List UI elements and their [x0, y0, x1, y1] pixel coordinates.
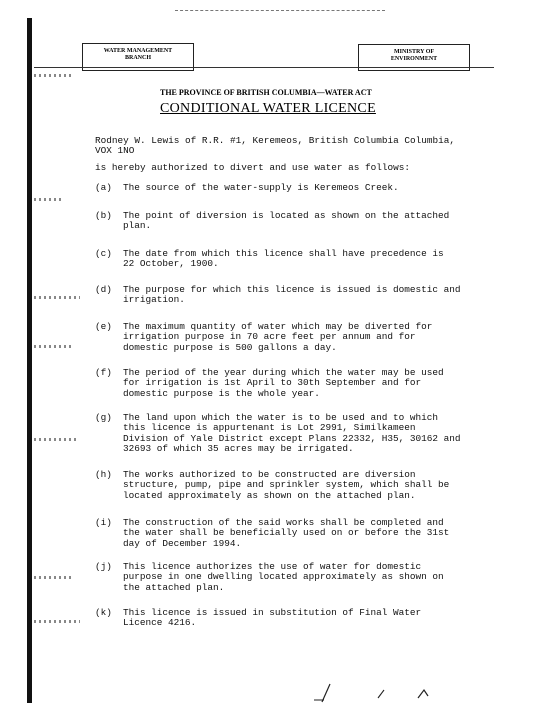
scan-noise [34, 296, 80, 299]
authorized-text: is hereby authorized to divert and use water as follows: [95, 162, 411, 173]
act-line: THE PROVINCE OF BRITISH COLUMBIA—WATER ACT [160, 88, 372, 97]
clause-label: (c) [95, 248, 112, 259]
scan-noise [34, 345, 74, 348]
licensee-text: Rodney W. Lewis of R.R. #1, Keremeos, British Columbia Columbia, VOX 1NO [95, 135, 456, 157]
clause-text: The point of diversion is located as shown on the attached plan. [123, 210, 450, 232]
scan-edge-bar [27, 18, 32, 703]
left-box-line-2: BRANCH [124, 55, 151, 61]
clause-label: (k) [95, 607, 112, 618]
clause-label: (g) [95, 412, 112, 423]
pen-marks [300, 676, 440, 706]
clause-text: The purpose for which this licence is issued is domestic and irrigation. [123, 284, 461, 306]
page-title: CONDITIONAL WATER LICENCE [160, 101, 376, 116]
clause-text: This licence is issued in substitution of Final Water Licence 4216. [123, 607, 422, 629]
clause-label: (a) [95, 182, 112, 193]
scan-noise [34, 198, 64, 201]
clause-label: (e) [95, 321, 112, 332]
clause-label: (i) [95, 517, 112, 528]
scan-noise [34, 576, 74, 579]
clause-label: (b) [95, 210, 112, 221]
clause-text: The source of the water-supply is Keremeos Creek. [123, 182, 399, 193]
clause-text: The land upon which the water is to be used and to which this licence is appurtenant is Lot 2991, Similkameen Division of Yale District except Plans 22332, H35, 30162 and 32693 of which 35 acres may be irrigated. [123, 412, 461, 455]
scan-noise [34, 620, 80, 623]
clause-text: This licence authorizes the use of water for domestic purpose in one dwelling located approximately as shown on the attached plan. [123, 561, 444, 593]
clause-text: The date from which this licence shall have precedence is 22 October, 1900. [123, 248, 444, 270]
scan-noise [34, 74, 74, 77]
clause-label: (h) [95, 469, 112, 480]
header-rule [34, 67, 494, 68]
top-dotted-rule [175, 10, 385, 11]
clause-label: (j) [95, 561, 112, 572]
left-box-line-1: WATER MANAGEMENT [103, 48, 173, 54]
clause-label: (f) [95, 367, 112, 378]
clause-text: The construction of the said works shall be completed and the water shall be beneficially used on or before the 31st day of December 1994. [123, 517, 450, 549]
clause-text: The works authorized to be constructed are diversion structure, pump, pipe and sprinkler system, which shall be located approximately as shown on the attached plan. [123, 469, 450, 501]
clause-label: (d) [95, 284, 112, 295]
right-box-line-2: ENVIRONMENT [390, 56, 438, 62]
scan-noise [34, 438, 78, 441]
clause-text: The period of the year during which the water may be used for irrigation is 1st April to 30th September and for domestic purpose is the whole year. [123, 367, 444, 399]
right-box-line-1: MINISTRY OF [393, 49, 435, 55]
clause-text: The maximum quantity of water which may be diverted for irrigation purpose in 70 acre feet per annum and for domestic purpose is 500 gallons a day. [123, 321, 433, 353]
